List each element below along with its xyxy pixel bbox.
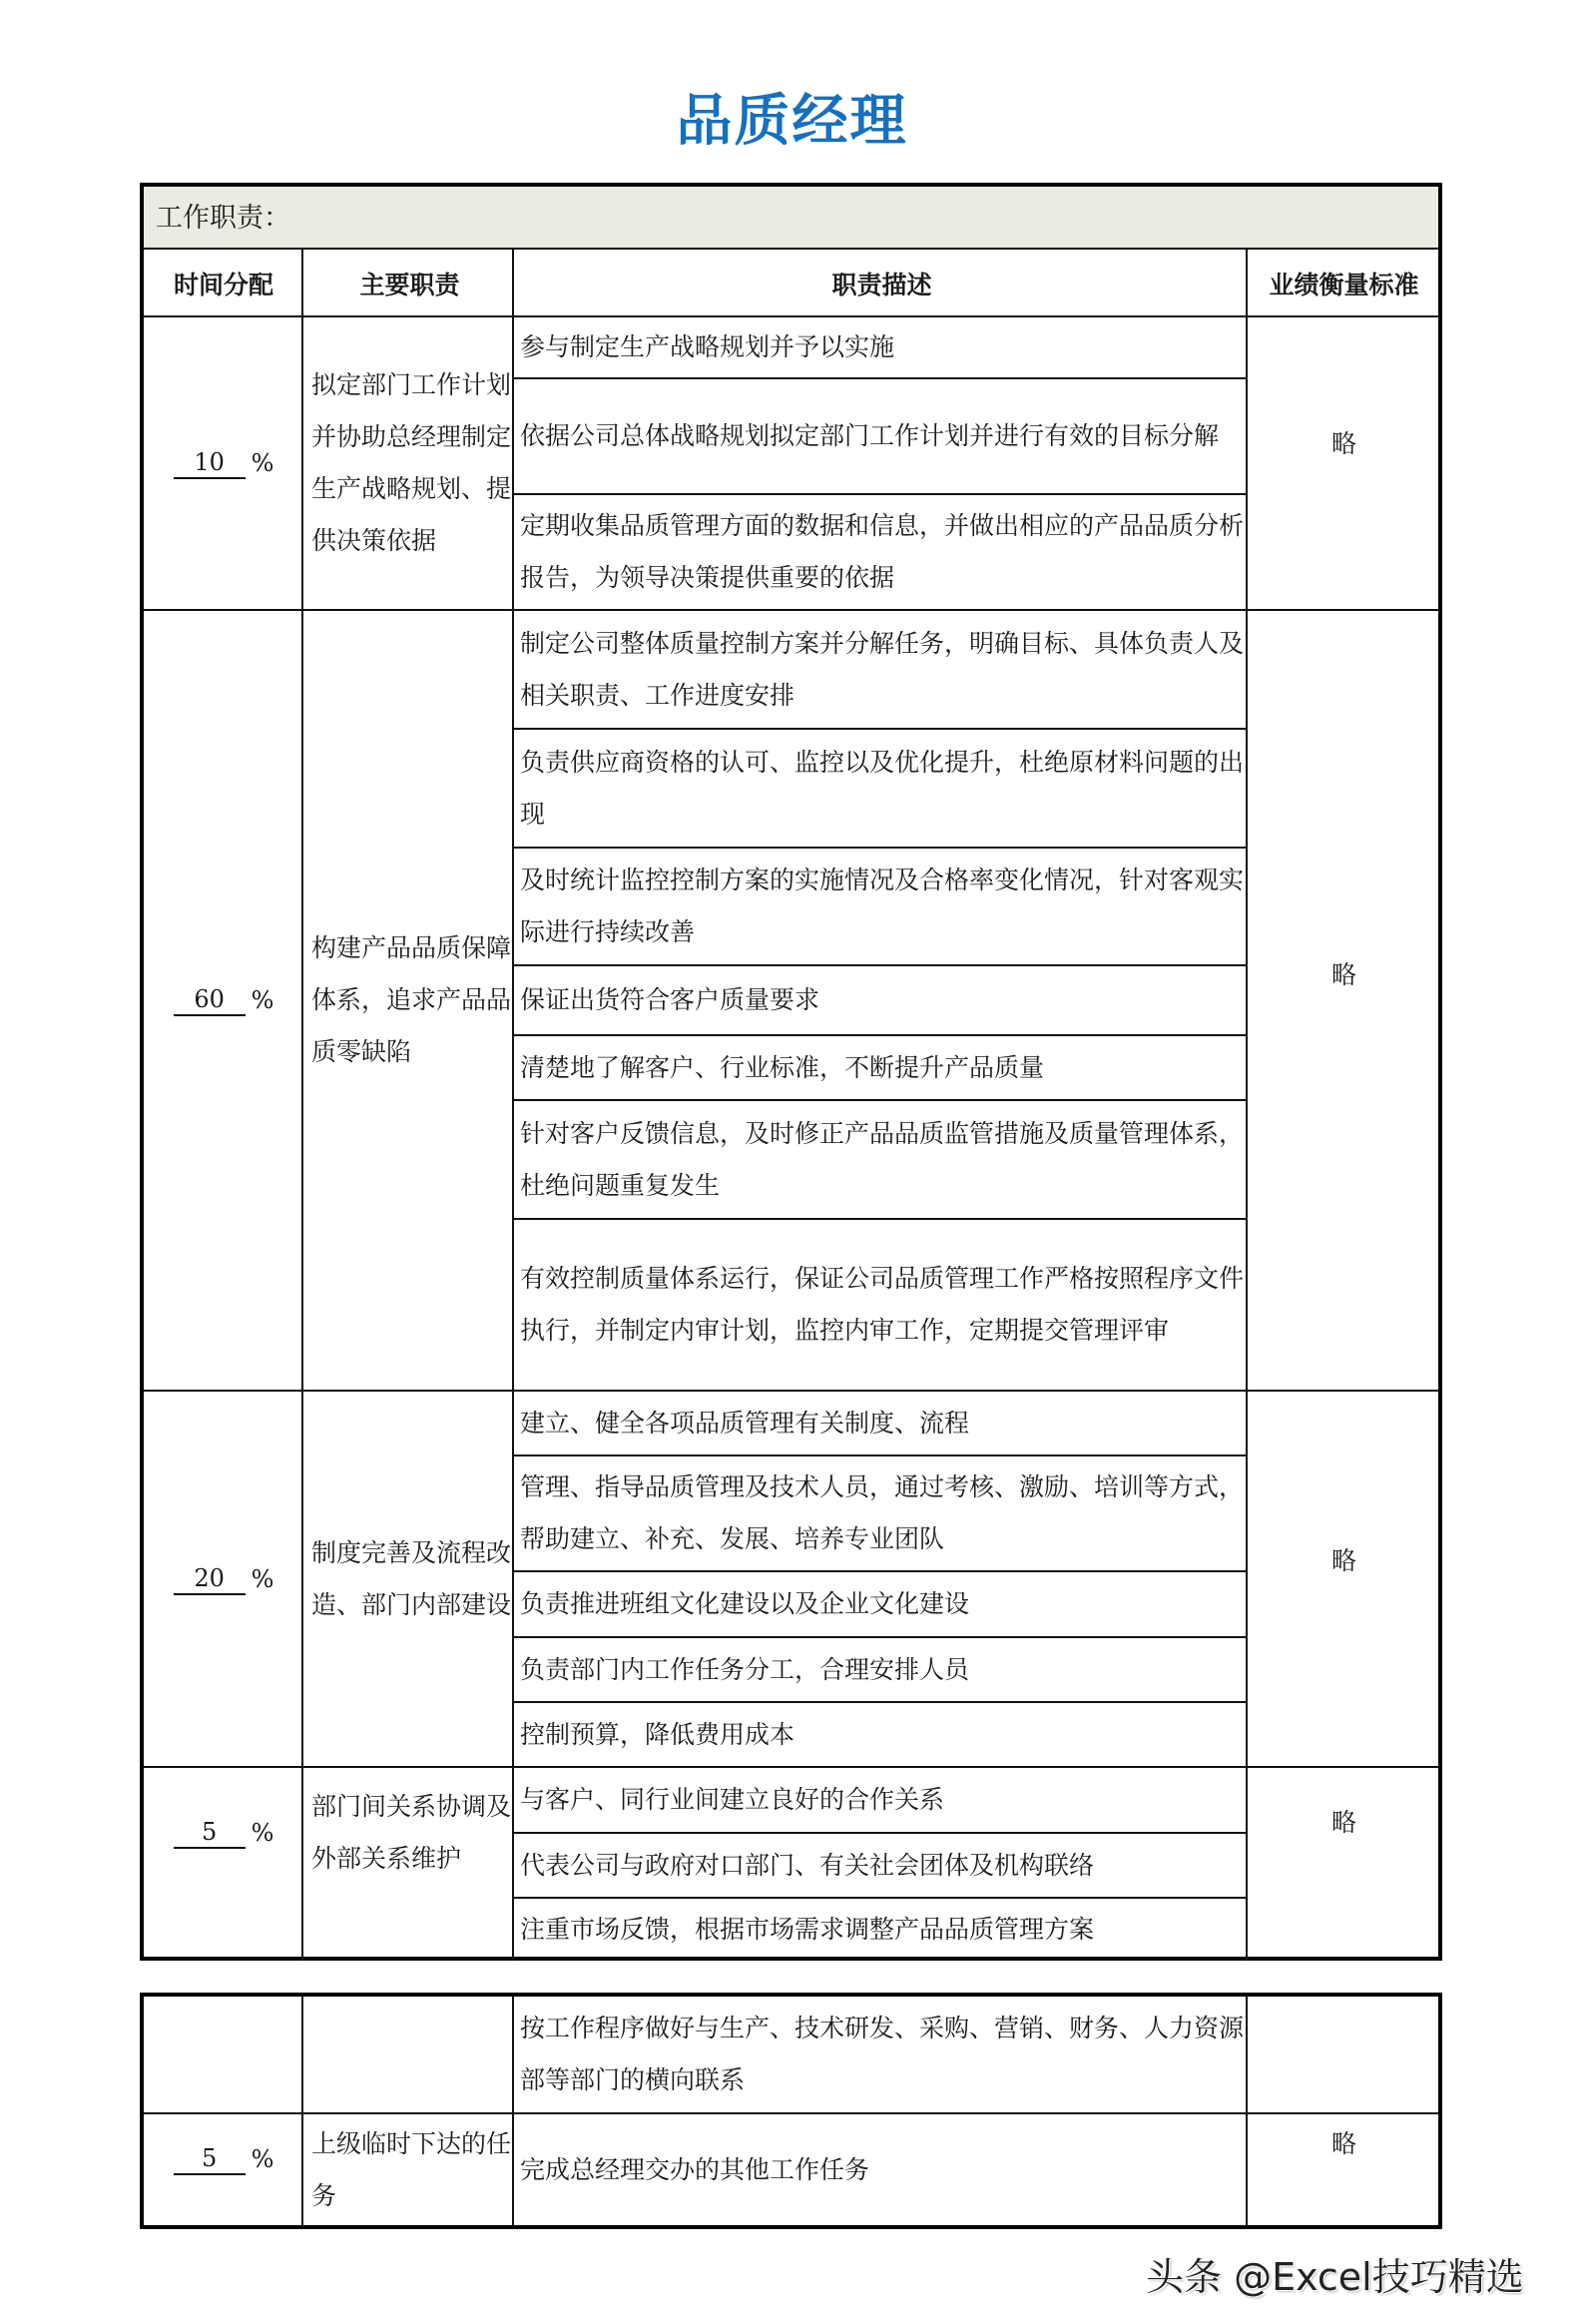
main-duty-text: 上级临时下达的任务 xyxy=(311,2128,512,2210)
main-duty-text: 制度完善及流程改造、部门内部建设 xyxy=(311,1537,512,1619)
description-item xyxy=(516,1703,1249,1766)
description-text: 按工作程序做好与生产、技术研发、采购、营销、财务、人力资源部等部门的横向联系 xyxy=(520,2014,1245,2094)
description-item xyxy=(516,849,1249,964)
description-text: 针对客户反馈信息，及时修正产品品质监管措施及质量管理体系，杜绝问题重复发生 xyxy=(520,1118,1245,1200)
description-item xyxy=(516,1768,1249,1832)
performance-standard: 略 xyxy=(1330,1546,1356,1575)
performance-standard: 略 xyxy=(1330,960,1356,989)
percent-sign: % xyxy=(251,1564,274,1593)
time-allocation xyxy=(144,611,303,1390)
performance-standard: 略 xyxy=(1330,2129,1356,2158)
description-item xyxy=(516,1101,1249,1218)
percent-sign: % xyxy=(251,2145,274,2173)
percent-value: 5 xyxy=(174,1817,246,1849)
description-item xyxy=(516,1997,1249,2112)
description-text: 完成总经理交办的其他工作任务 xyxy=(520,2154,870,2184)
main-duty-text: 部门间关系协调及外部关系维护 xyxy=(311,1792,512,1873)
description-item xyxy=(516,1036,1249,1099)
section-label: 工作职责： xyxy=(156,203,290,234)
section-header-band xyxy=(144,187,1438,248)
description-item xyxy=(516,1899,1249,1961)
job-duties-table xyxy=(140,183,1442,1961)
description-item xyxy=(516,1456,1249,1570)
watermark: 头条 @Excel技巧精选 xyxy=(1146,2255,1524,2299)
description-text: 负责部门内工作任务分工，合理安排人员 xyxy=(520,1654,970,1684)
description-text: 依据公司总体战略规划拟定部门工作计划并进行有效的目标分解 xyxy=(520,421,1220,450)
main-duty xyxy=(307,1392,520,1766)
description-text: 负责推进班组文化建设以及企业文化建设 xyxy=(520,1589,970,1618)
description-text: 及时统计监控控制方案的实施情况及合格率变化情况，针对客观实际进行持续改善 xyxy=(520,866,1245,946)
description-text: 控制预算，降低费用成本 xyxy=(520,1719,795,1749)
description-text: 保证出货符合客户质量要求 xyxy=(520,985,820,1014)
description-text: 定期收集品质管理方面的数据和信息，并做出相应的产品品质分析报告，为领导决策提供重要的依据 xyxy=(520,511,1245,592)
percent-sign: % xyxy=(251,449,274,477)
column-header-description: 职责描述 xyxy=(831,271,932,299)
time-allocation xyxy=(144,1768,303,1898)
description-item xyxy=(516,1572,1249,1636)
description-text: 制定公司整体质量控制方案并分解任务，明确目标、具体负责人及相关职责、工作进度安排 xyxy=(520,628,1245,710)
description-item xyxy=(516,495,1249,609)
description-text: 代表公司与政府对口部门、有关社会团体及机构联络 xyxy=(520,1850,1095,1880)
main-duty-text: 构建产品品质保障体系，追求产品品质零缺陷 xyxy=(311,933,512,1066)
percent-value: 20 xyxy=(174,1563,246,1595)
description-text: 建立、健全各项品质管理有关制度、流程 xyxy=(520,1408,970,1438)
percent-value: 10 xyxy=(174,447,246,479)
description-text: 参与制定生产战略规划并予以实施 xyxy=(520,332,895,361)
description-text: 管理、指导品质管理及技术人员，通过考核、激励、培训等方式，帮助建立、补充、发展、培养专业团队 xyxy=(520,1472,1245,1553)
column-header-standard: 业绩衡量标准 xyxy=(1269,271,1419,299)
time-allocation xyxy=(144,317,303,609)
description-item xyxy=(516,1220,1249,1390)
main-duty-text: 拟定部门工作计划并协助总经理制定生产战略规划、提供决策依据 xyxy=(311,370,512,555)
description-item xyxy=(516,611,1249,728)
percent-sign: % xyxy=(251,986,274,1014)
description-text: 与客户、同行业间建立良好的合作关系 xyxy=(520,1785,945,1814)
time-allocation xyxy=(144,2114,303,2204)
column-header-duty: 主要职责 xyxy=(359,271,460,299)
description-item xyxy=(516,966,1249,1034)
description-item xyxy=(516,730,1249,847)
description-item xyxy=(516,2114,1249,2225)
description-text: 清楚地了解客户、行业标准，不断提升产品质量 xyxy=(520,1052,1045,1082)
performance-standard: 略 xyxy=(1330,429,1356,458)
page-title: 品质经理 xyxy=(676,89,908,154)
description-item xyxy=(516,317,1249,377)
performance-standard: 略 xyxy=(1330,1808,1356,1837)
time-allocation xyxy=(144,1392,303,1766)
percent-value: 60 xyxy=(174,984,246,1016)
description-text: 注重市场反馈，根据市场需求调整产品品质管理方案 xyxy=(520,1915,1095,1944)
description-text: 有效控制质量体系运行，保证公司品质管理工作严格按照程序文件执行，并制定内审计划，监控内审工作，定期提交管理评审 xyxy=(520,1264,1245,1345)
main-duty xyxy=(307,2114,520,2225)
main-duty xyxy=(307,611,520,1390)
description-item xyxy=(516,379,1249,493)
column-header-time: 时间分配 xyxy=(173,271,273,299)
percent-sign: % xyxy=(251,1819,274,1847)
description-text: 负责供应商资格的认可、监控以及优化提升，杜绝原材料问题的出现 xyxy=(520,747,1245,829)
main-duty xyxy=(307,1768,520,1898)
job-duties-table-continued xyxy=(140,1993,1442,2229)
percent-value: 5 xyxy=(174,2143,246,2175)
main-duty xyxy=(307,317,520,609)
description-item xyxy=(516,1834,1249,1897)
description-item xyxy=(516,1638,1249,1701)
description-item xyxy=(516,1392,1249,1454)
